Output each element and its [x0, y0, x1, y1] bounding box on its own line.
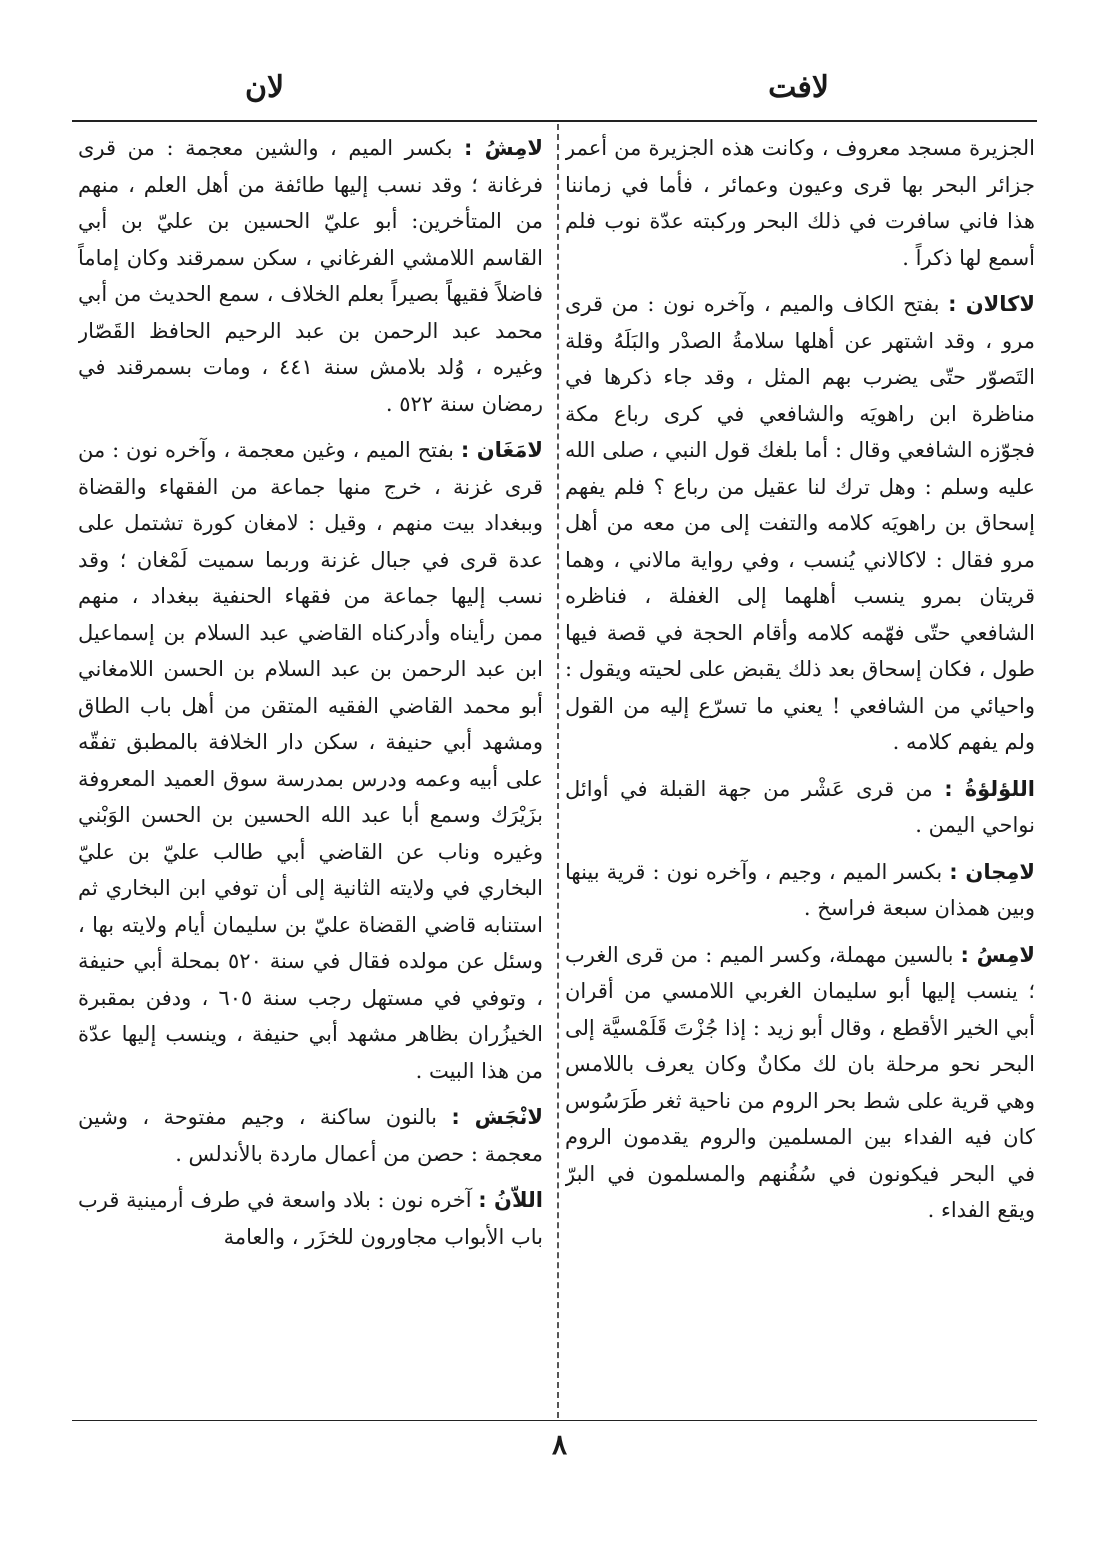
entry	[565, 286, 1035, 761]
entry-text: بكسر الميم ، وجيم ، وآخره نون : قرية بينها وبين همذان سبعة فراسخ .	[565, 859, 1035, 920]
entry-headword: لامَغَان :	[460, 438, 543, 462]
entry-text: آخره نون : بلاد واسعة في طرف أرمينية قرب باب الأبواب مجاورون للخزَر ، والعامة	[78, 1188, 543, 1249]
entry-text: بفتح الميم ، وغين معجمة ، وآخره نون : من قرى غزنة ، خرج منها جماعة من الفقهاء والقضاة وببغداد بيت منهم ، وقيل : لامغان كورة تشتمل على عدة قرى في جبال غزنة وربما سميت لَمْغان ؛ وقد نسب إليها جماعة من فقهاء الحنفية ببغداد ، منهم ممن رأيناه وأدركناه القاضي عبد السلام بن إسماعيل ابن عبد الرحمن بن عبد السلام بن الحسن اللامغاني أبو محمد القاضي الفقيه المتقن من أهل باب الطاق ومشهد أبي حنيفة ، سكن دار الخلافة بالمطبق تفقّه على أبيه وعمه ودرس بمدرسة سوق العميد المعروفة بزَيْرَك وسمع أبا عبد الله الحسين بن الحسن الوَبْني وغيره وناب عن القاضي أبي طالب عليّ بن عليّ البخاري في ولايته الثانية إلى أن توفي ابن البخاري ثم استنابه قاضي القضاة عليّ بن سليمان أيام ولايته بها ، وسئل عن مولده فقال في سنة ٥٢٠ بمحلة أبي حنيفة ، وتوفي في مستهل رجب سنة ٦٠٥ ، ودفن بمقبرة الخيزُران بظاهر مشهد أبي حنيفة ، وينسب إليها عدّة من هذا البيت .	[78, 438, 543, 1083]
running-header-left: لان	[245, 70, 285, 105]
column-divider	[557, 124, 559, 1418]
entry-text: بالنون ساكنة ، وجيم مفتوحة ، وشين معجمة : حصن من أعمال ماردة بالأندلس .	[78, 1105, 543, 1166]
entry-text: بفتح الكاف والميم ، وآخره نون : من قرى مرو ، وقد اشتهر عن أهلها سلامةُ الصدْر والبَلَهُ وقلة التَصوّر حتّى يضرب بهم المثل ، وقد جاء ذكرها في مناظرة ابن راهويَه والشافعي في كرى رباع مكة فجوّزه الشافعي وقال : أما بلغك قول النبي ، صلى الله عليه وسلم : وهل ترك لنا عقيل من رباع ؟ فلم يفهم إسحاق بن راهويَه كلامه والتفت إلى من معه من أهل مرو فقال : لاكالاني يُنسب ، وفي رواية مالاني ، وهما قريتان بمرو ينسب أهلهما إلى الغفلة ، فناظره الشافعي حتّى فهّمه كلامه وأقام الحجة في قصة فيها طول ، فكان إسحاق بعد ذلك يقبض على لحيته ويقول : واحيائي من الشافعي ! يعني ما تسرّع إليه من القول ولم يفهم كلامه .	[565, 292, 1035, 754]
page-number: ٨	[551, 1428, 568, 1461]
entry-headword: لاكالان :	[948, 292, 1035, 316]
entry-headword: لامِسُ :	[960, 942, 1035, 967]
entry-headword: اللاّنُ :	[478, 1188, 543, 1212]
entry-headword: لانْجَش :	[451, 1105, 543, 1129]
entry-headword: اللؤلؤةُ :	[944, 776, 1035, 801]
entry-text: بكسر الميم ، والشين معجمة : من قرى فرغانة ؛ وقد نسب إليها طائفة من أهل العلم ، منهم من المتأخرين: أبو عليّ الحسين بن عليّ بن أبي القاسم اللامشي الفرغاني ، سكن سمرقند وكان إماماً فاضلاً فقيهاً بصيراً بعلم الخلاف ، سمع الحديث من أبي محمد عبد الرحمن بن عبد الرحيم الحافظ القَصّار وغيره ، وُلد بلامش سنة ٤٤١ ، ومات بسمرقند في رمضان سنة ٥٢٢ .	[78, 136, 543, 416]
header-rule	[72, 120, 1037, 122]
entry-headword: لامِجان :	[949, 859, 1035, 884]
left-column	[78, 130, 543, 1418]
entry	[78, 1182, 543, 1255]
entry	[565, 771, 1035, 844]
entry-text: بالسين مهملة، وكسر الميم : من قرى الغرب ؛ ينسب إليها أبو سليمان الغربي اللامسي من أقران أبي الخير الأقطع ، وقال أبو زيد : إذا جُزْتَ قَلَمْسيَّة إلى البحر نحو مرحلة بان لك مكانٌ وكان يعرف باللامس وهي قرية على شط بحر الروم من ناحية ثغر طَرَسُوس كان فيه الفداء بين المسلمين والروم يقدمون الروم في البحر فيكونون في سُفُنهم والمسلمون في البرّ ويقع الفداء .	[565, 942, 1035, 1222]
entry	[565, 130, 1035, 276]
entry-text: الجزيرة مسجد معروف ، وكانت هذه الجزيرة من أعمر جزائر البحر بها قرى وعيون وعمائر ، فأما في زماننا هذا فاني سافرت في ذلك البحر وركبته عدّة نوب فلم أسمع لها ذكراً .	[565, 136, 1035, 270]
entry-headword: لامِشُ :	[464, 136, 543, 160]
entry	[78, 432, 543, 1089]
entry	[565, 854, 1035, 927]
right-column	[565, 130, 1035, 1418]
footer-rule	[72, 1420, 1037, 1421]
entry	[565, 937, 1035, 1229]
entry	[78, 130, 543, 422]
running-header-right: لافت	[768, 70, 829, 105]
entry-text: من قرى عَشْر من جهة القبلة في أوائل نواحي اليمن .	[565, 776, 1035, 837]
entry	[78, 1099, 543, 1172]
